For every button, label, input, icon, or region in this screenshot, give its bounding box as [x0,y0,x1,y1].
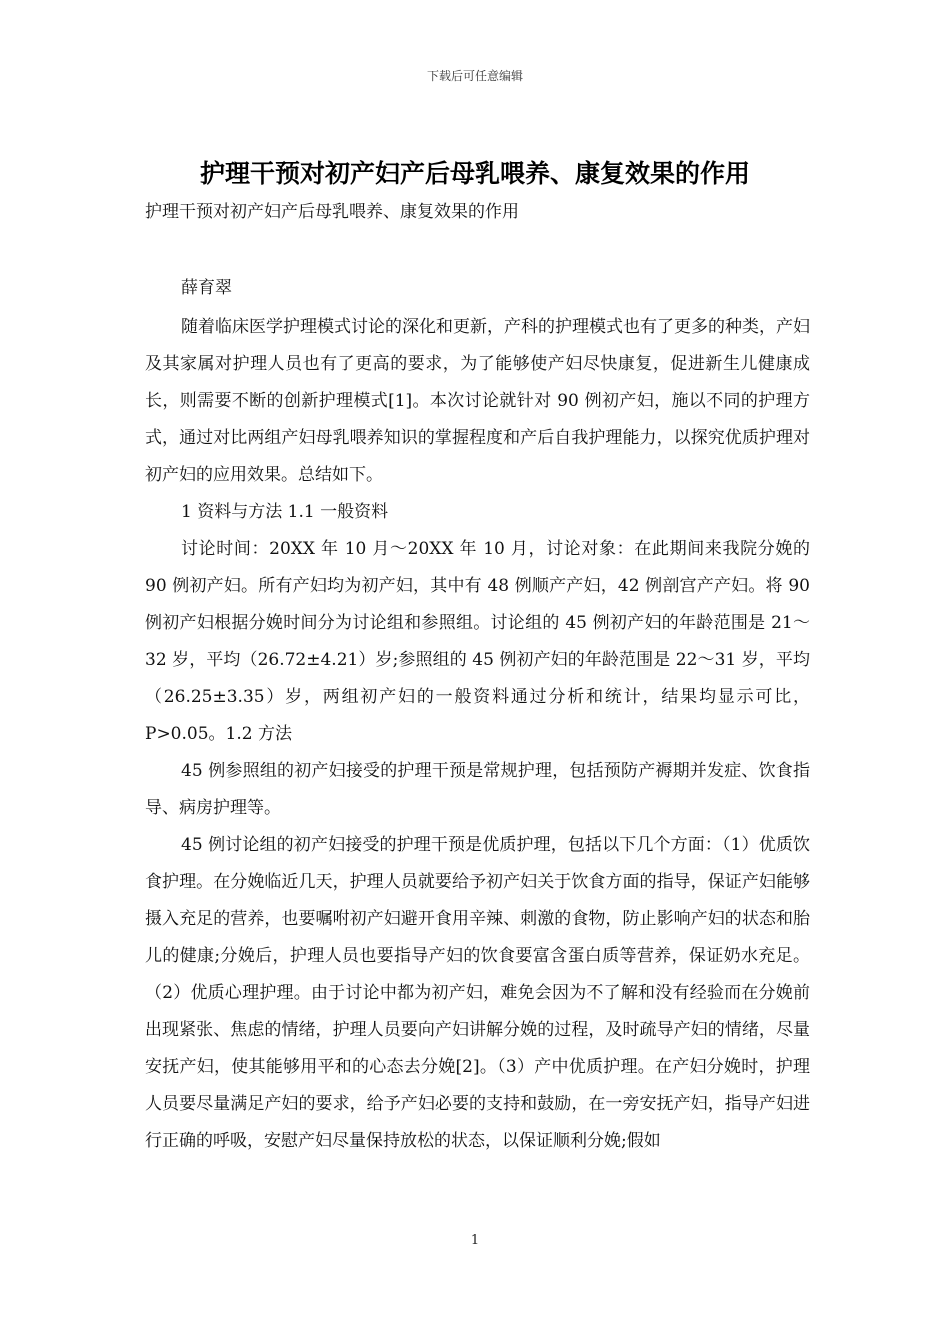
paragraph: 45 例参照组的初产妇接受的护理干预是常规护理，包括预防产褥期并发症、饮食指导、病房护理等。 [145,761,810,818]
paragraph: 讨论时间：20XX 年 10 月～20XX 年 10 月，讨论对象：在此期间来我院分娩的 90 例初产妇。所有产妇均为初产妇，其中有 48 例顺产产妇，42 例剖宫产产妇。将 90 例初产妇根据分娩时间分为讨论组和参照组。讨论组的 45 例初产妇的年龄范围是 21～32 岁，平均（26.72±4.21）岁;参照组的 45 例初产妇的年龄范围是 22～31 岁，平均（26.25±3.35）岁，两组初产妇的一般资料通过分析和统计，结果均显示可比，P>0.05。1.2 方法 [145,539,810,744]
document-title: 护理干预对初产妇产后母乳喂养、康复效果的作用 [199,159,750,188]
page-header-note: 下载后可任意编辑 [426,69,523,83]
author-name: 薛育翠 [181,278,232,298]
paragraph: 45 例讨论组的初产妇接受的护理干预是优质护理，包括以下几个方面：（1）优质饮食护理。在分娩临近几天，护理人员就要给予初产妇关于饮食方面的指导，保证产妇能够摄入充足的营养，也要嘱咐初产妇避开食用辛辣、刺激的食物，防止影响产妇的状态和胎儿的健康;分娩后，护理人员也要指导产妇的饮食要富含蛋白质等营养，保证奶水充足。（2）优质心理护理。由于讨论中都为初产妇，难免会因为不了解和没有经验而在分娩前出现紧张、焦虑的情绪，护理人员要向产妇讲解分娩的过程，及时疏导产妇的情绪，尽量安抚产妇，使其能够用平和的心态去分娩[2]。（3）产中优质护理。在产妇分娩时，护理人员要尽量满足产妇的要求，给予产妇必要的支持和鼓励，在一旁安抚产妇，指导产妇进行正确的呼吸，安慰产妇尽量保持放松的状态，以保证顺利分娩;假如 [145,835,810,1151]
intro-paragraph [145,309,810,494]
control-group-paragraph [145,753,810,827]
document-subtitle: 护理干预对初产妇产后母乳喂养、康复效果的作用 [145,202,519,222]
paragraph: 随着临床医学护理模式讨论的深化和更新，产科的护理模式也有了更多的种类，产妇及其家属对护理人员也有了更高的要求，为了能够使产妇尽快康复，促进新生儿健康成长，则需要不断的创新护理模式[1]。本次讨论就针对 90 例初产妇，施以不同的护理方式，通过对比两组产妇母乳喂养知识的掌握程度和产后自我护理能力，以探究优质护理对初产妇的应用效果。总结如下。 [145,317,810,485]
section-heading-block [145,494,810,531]
general-data-paragraph [145,531,810,753]
page-number: 1 [470,1233,480,1248]
study-group-paragraph [145,827,810,1160]
section-heading: 1 资料与方法 1.1 一般资料 [181,502,389,522]
